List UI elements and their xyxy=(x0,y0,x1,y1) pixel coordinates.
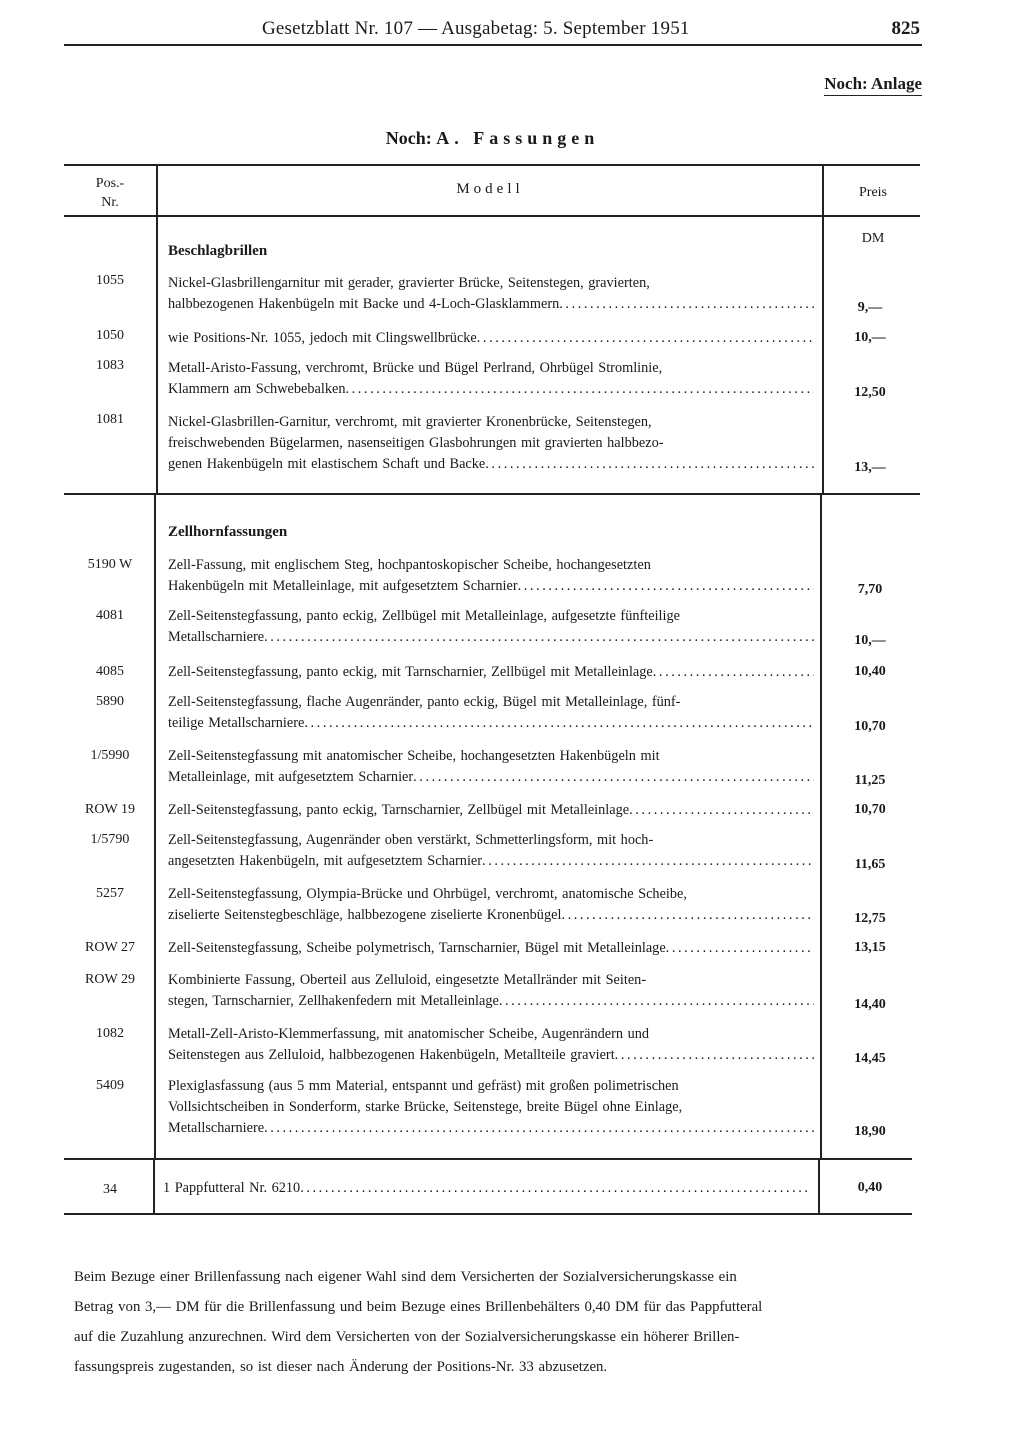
description-text: freischwebenden Bügelarmen, nasenseitigen Glasbohrungen mit gravierten halbbezo- xyxy=(168,435,664,451)
table-bottom-rule xyxy=(64,1213,912,1215)
position-number: 5409 xyxy=(96,1078,124,1093)
leader-dots xyxy=(485,454,814,475)
description-line xyxy=(168,454,814,475)
modell-column-header: Modell xyxy=(456,181,524,197)
column-rule-right xyxy=(822,164,824,494)
position-number: 5890 xyxy=(96,694,124,709)
preis-column-header: Preis xyxy=(859,185,887,200)
position-number: 1/5790 xyxy=(90,832,130,847)
position-number: 1082 xyxy=(96,1026,124,1041)
page-number: 825 xyxy=(891,18,920,39)
gazette-title: Gesetzblatt Nr. 107 — Ausgabetag: 5. September 1951 xyxy=(262,18,690,39)
description-line xyxy=(168,1076,814,1097)
leader-dots xyxy=(653,662,814,683)
model-description xyxy=(163,1178,809,1199)
description-text: Nickel-Glasbrillen-Garnitur, verchromt, mit gravierter Kronenbrücke, Seitenstegen, xyxy=(168,414,652,430)
price-value: 10,70 xyxy=(854,719,886,734)
footnote xyxy=(74,1262,914,1382)
position-number: 1081 xyxy=(96,412,124,427)
leader-dots xyxy=(413,767,814,788)
description-line xyxy=(168,767,814,788)
description-line xyxy=(168,1097,814,1118)
table-header-rule xyxy=(64,215,920,217)
price-value: 14,40 xyxy=(854,997,886,1012)
price-value: 14,45 xyxy=(854,1051,886,1066)
description-line xyxy=(168,379,814,400)
position-number: 1/5990 xyxy=(90,748,130,763)
price-value: 10,— xyxy=(854,633,886,648)
description-text: Metall-Aristo-Fassung, verchromt, Brücke und Bügel Perlrand, Ohrbügel Stromlinie, xyxy=(168,360,663,376)
description-text: Metallscharniere xyxy=(168,1120,265,1136)
description-text: Zell-Seitenstegfassung, Olympia-Brücke und Ohrbügel, verchromt, anatomische Scheibe, xyxy=(168,886,687,902)
description-line xyxy=(168,606,814,627)
price-value: 7,70 xyxy=(857,582,883,597)
model-description xyxy=(168,970,814,1012)
description-text: wie Positions-Nr. 1055, jedoch mit Clingswellbrücke xyxy=(168,330,477,346)
table-top-rule xyxy=(64,164,920,166)
section-title-text: A. Fassungen xyxy=(436,128,600,148)
position-number: ROW 19 xyxy=(85,802,135,817)
column-rule-left xyxy=(156,164,158,494)
model-description xyxy=(168,746,814,788)
description-line xyxy=(168,627,814,648)
leader-dots xyxy=(264,627,814,648)
column-rule-right xyxy=(818,1160,820,1214)
description-line xyxy=(168,851,814,872)
model-description xyxy=(168,692,814,734)
description-text: Zell-Seitenstegfassung, Augenränder oben verstärkt, Schmetterlingsform, mit hoch- xyxy=(168,832,654,848)
description-text: Plexiglasfassung (aus 5 mm Material, entspannt und gefräst) mit großen polimetrischen xyxy=(168,1078,679,1094)
model-description xyxy=(168,273,814,315)
leader-dots xyxy=(615,1045,814,1066)
anlage-label: Noch: Anlage xyxy=(824,74,922,96)
description-text: Zell-Seitenstegfassung, flache Augenränder, panto eckig, Bügel mit Metalleinlage, fünf- xyxy=(168,694,681,710)
description-text: genen Hakenbügeln mit elastischem Schaft und Backe xyxy=(168,456,486,472)
leader-dots xyxy=(477,328,814,349)
description-line xyxy=(168,1024,814,1045)
column-rule-right xyxy=(820,494,822,1158)
description-line xyxy=(168,555,814,576)
description-line xyxy=(168,1045,814,1066)
description-line xyxy=(168,991,814,1012)
position-number: 34 xyxy=(103,1182,117,1197)
description-text: teilige Metallscharniere xyxy=(168,715,305,731)
section-title xyxy=(0,128,985,149)
position-number: 1050 xyxy=(96,328,124,343)
price-value: 18,90 xyxy=(854,1124,886,1139)
model-description xyxy=(168,884,814,926)
leader-dots xyxy=(264,1118,814,1139)
model-description xyxy=(168,800,814,821)
description-line xyxy=(168,273,814,294)
description-text: 1 Pappfutteral Nr. 6210 xyxy=(163,1180,301,1196)
leader-dots xyxy=(666,938,814,959)
pos-column-header xyxy=(66,174,154,212)
description-text: Zell-Seitenstegfassung, panto eckig, mit Tarnscharnier, Zellbügel mit Metalleinlage xyxy=(168,664,653,680)
page-header xyxy=(64,18,922,46)
price-value: 12,50 xyxy=(854,385,886,400)
section-title-prefix: Noch: xyxy=(385,128,432,148)
description-line xyxy=(163,1178,809,1199)
position-number: 4081 xyxy=(96,608,124,623)
description-line xyxy=(168,1118,814,1139)
model-description xyxy=(168,358,814,400)
description-text: Kombinierte Fassung, Oberteil aus Zelluloid, eingesetzte Metallränder mit Seiten- xyxy=(168,972,647,988)
description-line xyxy=(168,938,814,959)
price-value: 10,— xyxy=(854,330,886,345)
description-line xyxy=(168,830,814,851)
description-line xyxy=(168,884,814,905)
description-text: Metall-Zell-Aristo-Klemmerfassung, mit anatomischer Scheibe, Augenrändern und xyxy=(168,1026,650,1042)
model-description xyxy=(168,1024,814,1066)
leader-dots xyxy=(300,1178,809,1199)
description-line xyxy=(168,905,814,926)
description-text: Vollsichtscheiben in Sonderform, starke Brücke, Seitenstege, breite Bügel ohne Einlage, xyxy=(168,1099,683,1115)
description-line xyxy=(168,970,814,991)
price-value: 11,65 xyxy=(854,857,886,872)
position-number: 1083 xyxy=(96,358,124,373)
leader-dots xyxy=(345,379,814,400)
leader-dots xyxy=(482,851,814,872)
footnote-line: fassungspreis zugestanden, so ist dieser nach Änderung der Positions-Nr. 33 abzusetzen. xyxy=(74,1359,608,1375)
leader-dots xyxy=(561,905,814,926)
price-value: 10,70 xyxy=(854,802,886,817)
leader-dots xyxy=(559,294,814,315)
position-number: ROW 29 xyxy=(85,972,135,987)
price-value: 13,— xyxy=(854,460,886,475)
price-value: 10,40 xyxy=(854,664,886,679)
description-text: Zell-Seitenstegfassung, Scheibe polymetrisch, Tarnscharnier, Bügel mit Metalleinlage xyxy=(168,940,666,956)
description-text: Hakenbügeln mit Metalleinlage, mit aufgesetztem Scharnier xyxy=(168,578,518,594)
currency-label: DM xyxy=(861,231,885,246)
leader-dots xyxy=(499,991,814,1012)
description-text: stegen, Tarnscharnier, Zellhakenfedern mit Metalleinlage xyxy=(168,993,499,1009)
leader-dots xyxy=(629,800,814,821)
description-line xyxy=(168,412,814,433)
position-number: 5257 xyxy=(96,886,124,901)
description-text: Metallscharniere xyxy=(168,629,265,645)
price-value: 0,40 xyxy=(857,1180,883,1195)
description-line xyxy=(168,692,814,713)
footnote-line: auf die Zuzahlung anzurechnen. Wird dem Versicherten von der Sozialversicherungskasse ein höherer Brillen- xyxy=(74,1329,740,1345)
group-divider-1 xyxy=(64,493,920,495)
description-line xyxy=(168,800,814,821)
column-rule-left xyxy=(154,494,156,1158)
description-text: angesetzten Hakenbügeln, mit aufgesetztem Scharnier xyxy=(168,853,483,869)
position-number: ROW 27 xyxy=(85,940,135,955)
description-line xyxy=(168,358,814,379)
position-number: 1055 xyxy=(96,273,124,288)
model-description xyxy=(168,662,814,683)
position-number: 5190 W xyxy=(87,557,133,572)
group-title-beschlagbrillen: Beschlagbrillen xyxy=(168,243,268,259)
description-text: Zell-Fassung, mit englischem Steg, hochpantoskopischer Scheibe, hochangesetzten xyxy=(168,557,651,573)
description-text: Zell-Seitenstegfassung, panto eckig, Zellbügel mit Metalleinlage, aufgesetzte fünfteilige xyxy=(168,608,680,624)
footnote-line: Betrag von 3,— DM für die Brillenfassung und beim Bezuge eines Brillenbehälters 0,40 DM für das Pappfutteral xyxy=(74,1299,763,1315)
leader-dots xyxy=(304,713,814,734)
pos-header-line1: Pos.- xyxy=(95,176,125,191)
description-text: Klammern am Schwebebalken xyxy=(168,381,346,397)
position-number: 4085 xyxy=(96,664,124,679)
group-divider-2 xyxy=(64,1158,912,1160)
model-description xyxy=(168,412,814,475)
pos-header-line2: Nr. xyxy=(101,195,119,210)
description-text: ziselierte Seitenstegbeschläge, halbbezogene ziselierte Kronenbügel xyxy=(168,907,562,923)
description-text: Nickel-Glasbrillengarnitur mit gerader, gravierter Brücke, Seitenstegen, gravierten, xyxy=(168,275,650,291)
price-value: 9,— xyxy=(857,300,883,315)
group-title-zellhornfassungen: Zellhornfassungen xyxy=(168,524,288,540)
footnote-line: Beim Bezuge einer Brillenfassung nach eigener Wahl sind dem Versicherten der Sozialversicherungskasse ein xyxy=(74,1269,737,1285)
description-text: Zell-Seitenstegfassung, panto eckig, Tarnscharnier, Zellbügel mit Metalleinlage xyxy=(168,802,630,818)
model-description xyxy=(168,606,814,648)
description-line xyxy=(168,294,814,315)
model-description xyxy=(168,328,814,349)
model-description xyxy=(168,555,814,597)
description-line xyxy=(168,433,814,454)
description-text: Zell-Seitenstegfassung mit anatomischer Scheibe, hochangesetzten Hakenbügeln mit xyxy=(168,748,660,764)
leader-dots xyxy=(518,576,814,597)
model-description xyxy=(168,938,814,959)
description-line xyxy=(168,576,814,597)
price-value: 11,25 xyxy=(854,773,886,788)
description-line xyxy=(168,746,814,767)
model-description xyxy=(168,1076,814,1139)
description-text: halbbezogenen Hakenbügeln mit Backe und 4-Loch-Glasklammern xyxy=(168,296,560,312)
description-line xyxy=(168,662,814,683)
description-text: Metalleinlage, mit aufgesetztem Scharnier xyxy=(168,769,414,785)
description-line xyxy=(168,713,814,734)
model-description xyxy=(168,830,814,872)
description-line xyxy=(168,328,814,349)
price-value: 13,15 xyxy=(854,940,886,955)
price-value: 12,75 xyxy=(854,911,886,926)
description-text: Seitenstegen aus Zelluloid, halbbezogenen Hakenbügeln, Metallteile graviert xyxy=(168,1047,615,1063)
